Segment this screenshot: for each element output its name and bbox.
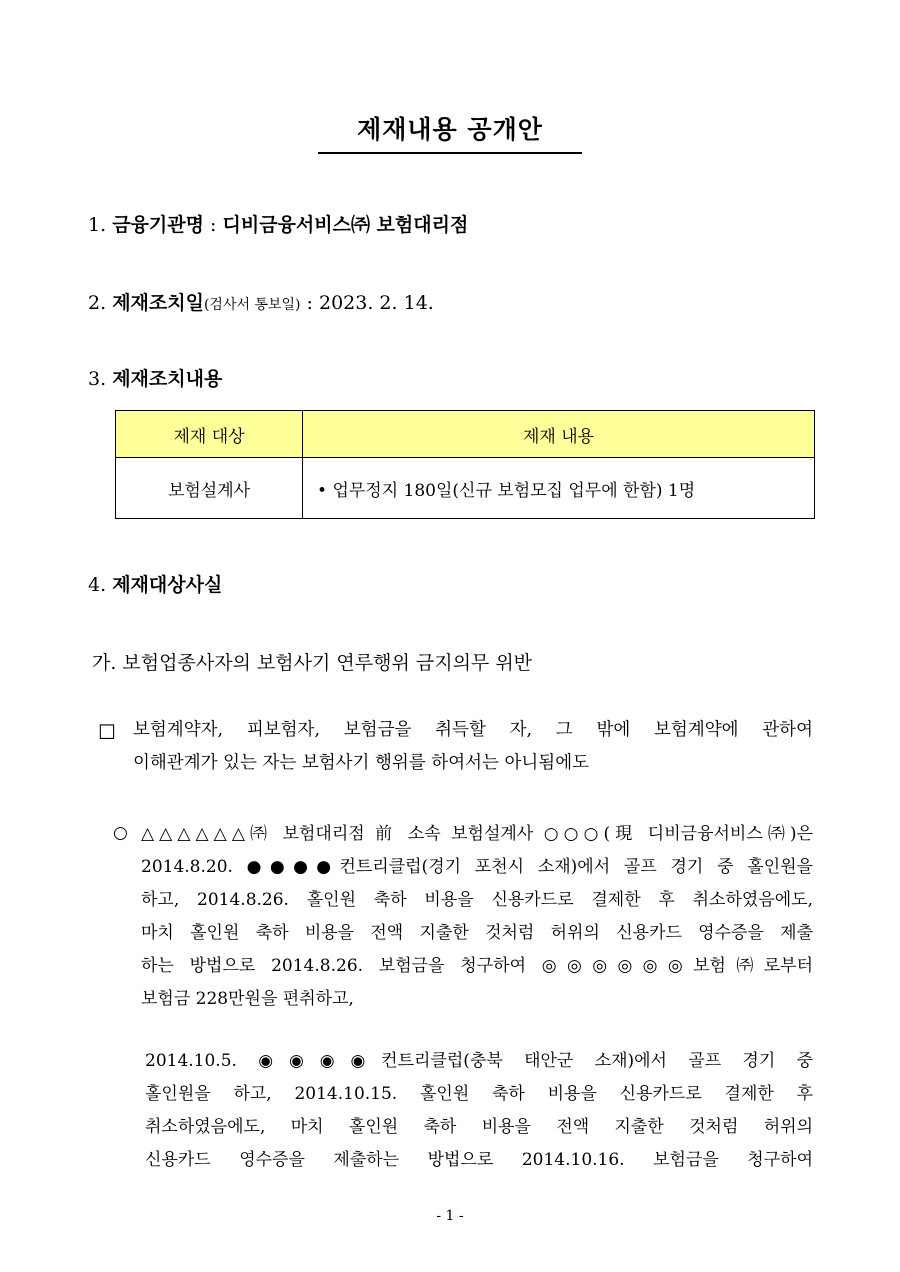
section-3-number: 3. (88, 368, 107, 390)
table-header-row (116, 411, 815, 458)
circle-line: 하고, 2014.8.26. 홀인원 축하 비용을 신용카드로 결제한 후 취소하였음에도, (141, 890, 813, 910)
circle-paragraph (141, 818, 813, 1016)
subheading: 가. 보험업종사자의 보험사기 연루행위 금지의무 위반 (92, 652, 533, 674)
circle-line: 마치 홀인원 축하 비용을 전액 지출한 것처럼 허위의 신용카드 영수증을 제출 (141, 923, 813, 943)
circle-line: △△△△△△㈜ 보험대리점 前 소속 보험설계사 ○○○(現 디비금융서비스㈜)은 (141, 824, 813, 844)
section-4-label: 제재대상사실 (112, 574, 223, 596)
cont-line: 홀인원을 하고, 2014.10.15. 홀인원 축하 비용을 신용카드로 결제한 후 (145, 1084, 813, 1104)
section-3-label: 제재조치내용 (112, 368, 223, 390)
circle-line: 보험금 228만원을 편취하고, (141, 989, 354, 1009)
section-2-note: (검사서 통보일) (203, 297, 301, 313)
section-1-separator: : (210, 214, 217, 236)
box-paragraph (133, 714, 813, 780)
table-row (116, 458, 815, 519)
section-2-date (88, 288, 434, 315)
circle-line: 하는 방법으로 2014.8.26. 보험금을 청구하여 ◎◎◎◎◎◎보험㈜로부터 (141, 956, 813, 976)
cell-content-text: 업무정지 180일(신규 보험모집 업무에 한함) 1명 (332, 480, 696, 501)
section-1-number: 1. (88, 214, 107, 236)
section-2-number: 2. (88, 292, 107, 314)
bullet-icon: • (317, 480, 328, 501)
section-1-label: 금융기관명 (112, 214, 204, 236)
header-target: 제재 대상 (116, 411, 303, 458)
section-2-separator: : (306, 292, 313, 314)
section-4-number: 4. (88, 574, 107, 596)
section-3-heading (88, 364, 222, 391)
section-2-label: 제재조치일 (112, 292, 204, 314)
page-number: - 1 - (436, 1208, 464, 1224)
cell-target: 보험설계사 (116, 458, 303, 519)
circle-line: 2014.8.20. ●●●●컨트리클럽(경기 포천시 소재)에서 골프 경기 중 홀인원을 (141, 857, 813, 877)
checkbox-marker-icon: ☐ (98, 720, 116, 744)
page-title: 제재내용 공개안 (318, 110, 582, 154)
circle-marker-icon: ○ (113, 823, 128, 843)
sanction-table (115, 410, 815, 519)
box-line: 보험계약자, 피보험자, 보험금을 취득할 자, 그 밖에 보험계약에 관하여 (133, 720, 813, 740)
section-1-institution (88, 210, 468, 237)
box-line: 이해관계가 있는 자는 보험사기 행위를 하여서는 아니됨에도 (133, 753, 589, 773)
header-content: 제재 내용 (303, 411, 815, 458)
cont-line: 신용카드 영수증을 제출하는 방법으로 2014.10.16. 보험금을 청구하여 (145, 1150, 813, 1170)
cont-line: 2014.10.5. ◉◉◉◉컨트리클럽(충북 태안군 소재)에서 골프 경기 중 (145, 1051, 813, 1071)
section-1-value: 디비금융서비스㈜ 보험대리점 (222, 214, 469, 236)
cell-content (303, 458, 815, 519)
cont-line: 취소하였음에도, 마치 홀인원 축하 비용을 전액 지출한 것처럼 허위의 (145, 1117, 813, 1137)
continuation-paragraph (145, 1045, 813, 1177)
section-4-heading (88, 570, 222, 597)
section-2-value: 2023. 2. 14. (319, 292, 434, 314)
